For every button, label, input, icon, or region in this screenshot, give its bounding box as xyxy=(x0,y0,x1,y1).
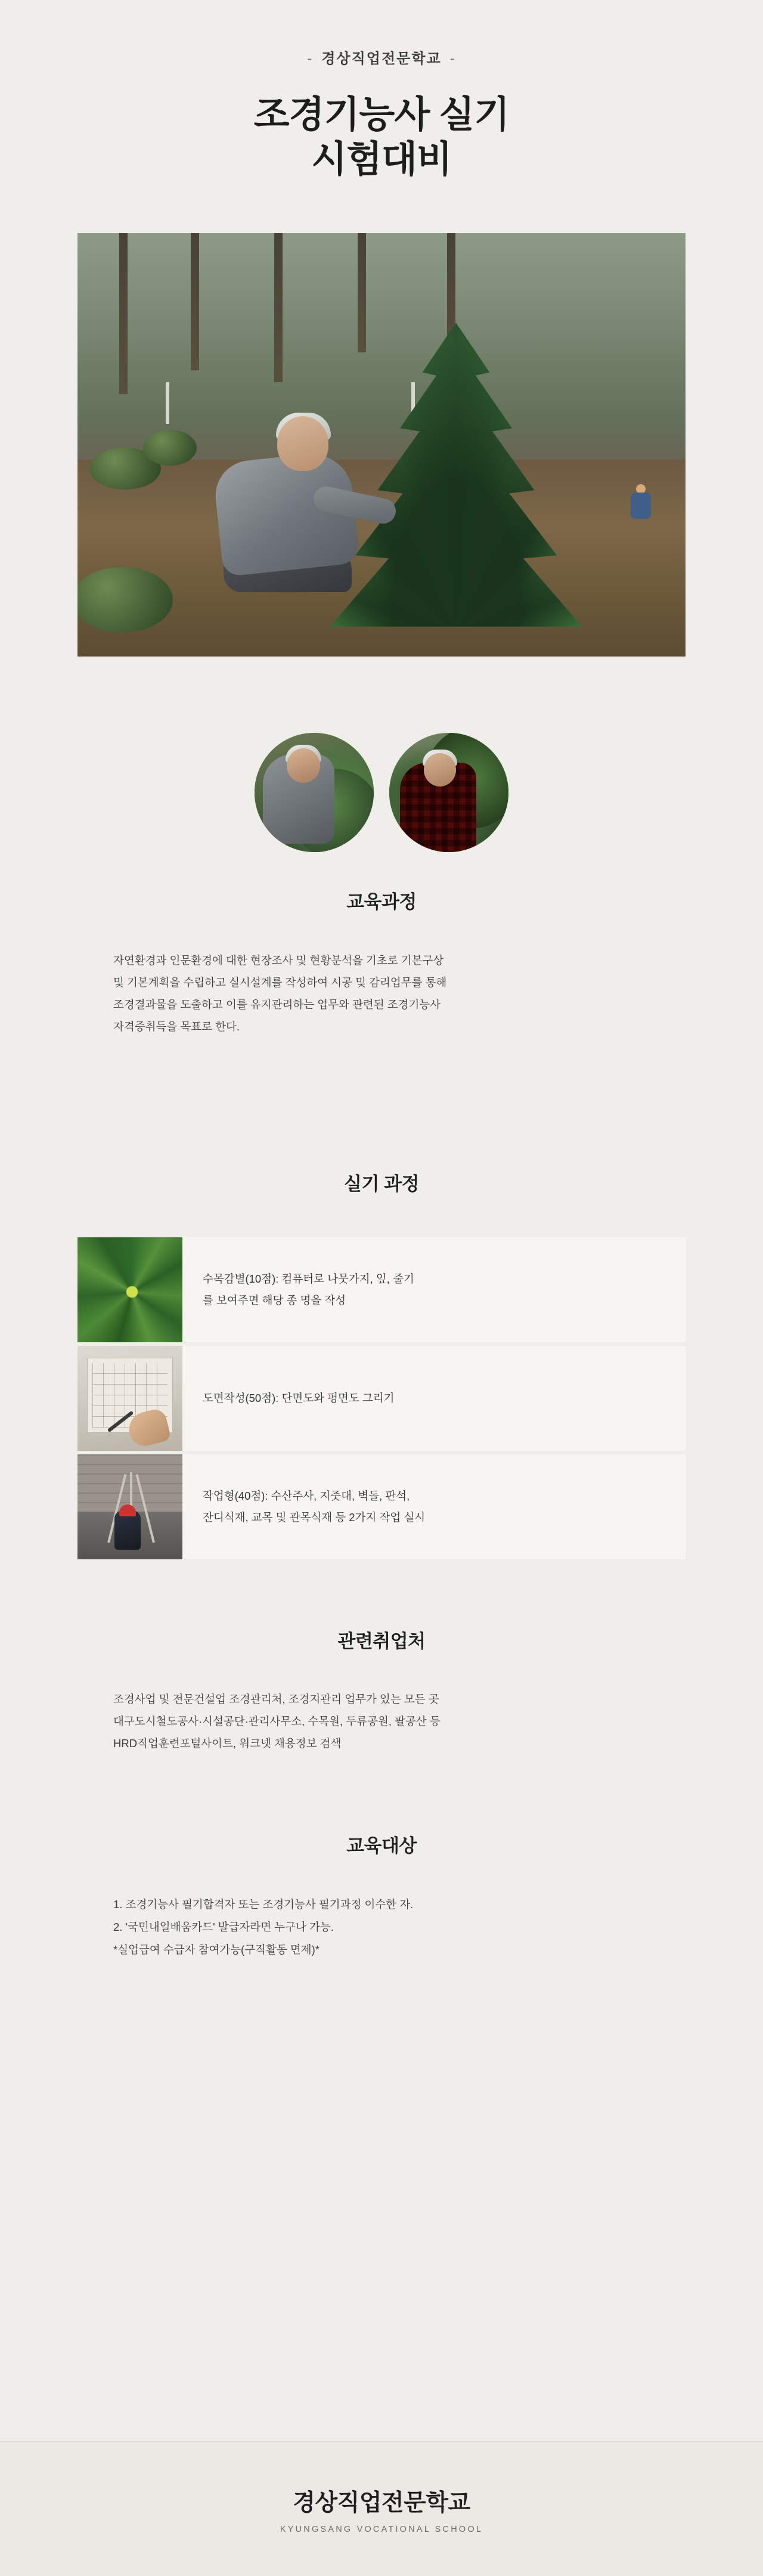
practical-item-list xyxy=(77,1237,686,1559)
jobs-line-2: 대구도시철도공사·시설공단·관리사무소, 수목원, 두류공원, 팔공산 등 xyxy=(113,1715,441,1728)
course-section-title: 교육과정 xyxy=(346,891,417,913)
jobs-section-title: 관련취업처 xyxy=(337,1630,426,1652)
poster-footer xyxy=(0,2441,763,2576)
course-description-line-4: 자격증취득을 목표로 한다. xyxy=(113,1020,240,1033)
eyebrow-dash-left: - xyxy=(307,51,314,67)
eyebrow-label: 경상직업전문학교 xyxy=(321,51,442,67)
course-description-line-3: 조경결과물을 도출하고 이를 유지관리하는 업무와 관련된 조경기능사 xyxy=(113,998,441,1011)
hero-trunk-icon xyxy=(274,233,283,382)
course-description-line-1: 자연환경과 인문환경에 대한 현장조사 및 현황분석을 기초로 기본구상 xyxy=(113,954,444,967)
page-title xyxy=(0,92,763,182)
school-eyebrow xyxy=(0,47,763,67)
jobs-line-1: 조경사업 및 전문건설업 조경관리처, 조경지관리 업무가 있는 모든 곳 xyxy=(113,1693,439,1706)
hero-shrub-icon xyxy=(143,430,197,466)
hero-post-icon xyxy=(166,382,169,424)
hero-background-worker xyxy=(631,484,651,528)
hero-trunk-icon xyxy=(119,233,128,394)
practical-item-text xyxy=(182,1237,686,1342)
hero-trunk-icon xyxy=(191,233,199,370)
hero-instructor-figure xyxy=(206,403,384,600)
hero-trunk-icon xyxy=(358,233,366,352)
drawing-photo-thumbnail xyxy=(77,1346,182,1451)
jobs-description xyxy=(113,1688,650,1754)
page-title-line-1: 조경기능사 실기 xyxy=(253,94,510,135)
eyebrow-dash-right: - xyxy=(449,51,456,67)
practical-section-title: 실기 과정 xyxy=(344,1174,419,1195)
course-description xyxy=(113,949,650,1038)
poster-header xyxy=(0,0,763,207)
footer-school-name-en: KYUNGSANG VOCATIONAL SCHOOL xyxy=(280,2524,483,2534)
target-line-1: 1. 조경기능사 필기합격자 또는 조경기능사 필기과정 이수한 자. xyxy=(113,1898,414,1911)
practical-item xyxy=(77,1237,686,1342)
circle-photo-2 xyxy=(389,733,508,852)
hero-photo xyxy=(77,233,686,657)
practical-item-1-line-2: 를 보여주면 해당 종 명을 작성 xyxy=(203,1293,346,1306)
practical-item-text xyxy=(182,1454,686,1559)
circle-photo-1 xyxy=(255,733,374,852)
practical-item-1-line-1: 수목감별(10점): 컴퓨터로 나뭇가지, 잎, 줄기 xyxy=(203,1272,414,1285)
circle-photo-row xyxy=(0,733,763,852)
practical-item xyxy=(77,1454,686,1559)
leaf-photo-thumbnail xyxy=(77,1237,182,1342)
jobs-line-3: HRD직업훈련포털사이트, 워크넷 채용정보 검색 xyxy=(113,1737,342,1750)
practical-item-text xyxy=(182,1346,686,1451)
page-title-line-2: 시험대비 xyxy=(311,139,452,181)
course-description-line-2: 및 기본계획을 수립하고 실시설계를 작성하여 시공 및 감리업무를 통해 xyxy=(113,976,447,989)
practical-item-3-line-1: 작업형(40점): 수산주사, 지줏대, 벽돌, 판석, xyxy=(203,1489,410,1502)
target-line-2: 2. '국민내일배움카드' 발급자라면 누구나 가능. xyxy=(113,1921,334,1934)
hero-image-wrap xyxy=(0,233,763,657)
target-description xyxy=(113,1893,650,1961)
target-line-3: *실업급여 수급자 참여가능(구직활동 면제)* xyxy=(113,1943,320,1956)
fieldwork-photo-thumbnail xyxy=(77,1454,182,1559)
target-section-title: 교육대상 xyxy=(346,1835,417,1857)
practical-item xyxy=(77,1346,686,1451)
footer-school-name-ko: 경상직업전문학교 xyxy=(293,2490,470,2516)
practical-item-3-line-2: 잔디식재, 교목 및 관목식재 등 2가지 작업 실시 xyxy=(203,1510,426,1524)
practical-item-2-line-1: 도면작성(50점): 단면도와 평면도 그리기 xyxy=(203,1391,395,1404)
